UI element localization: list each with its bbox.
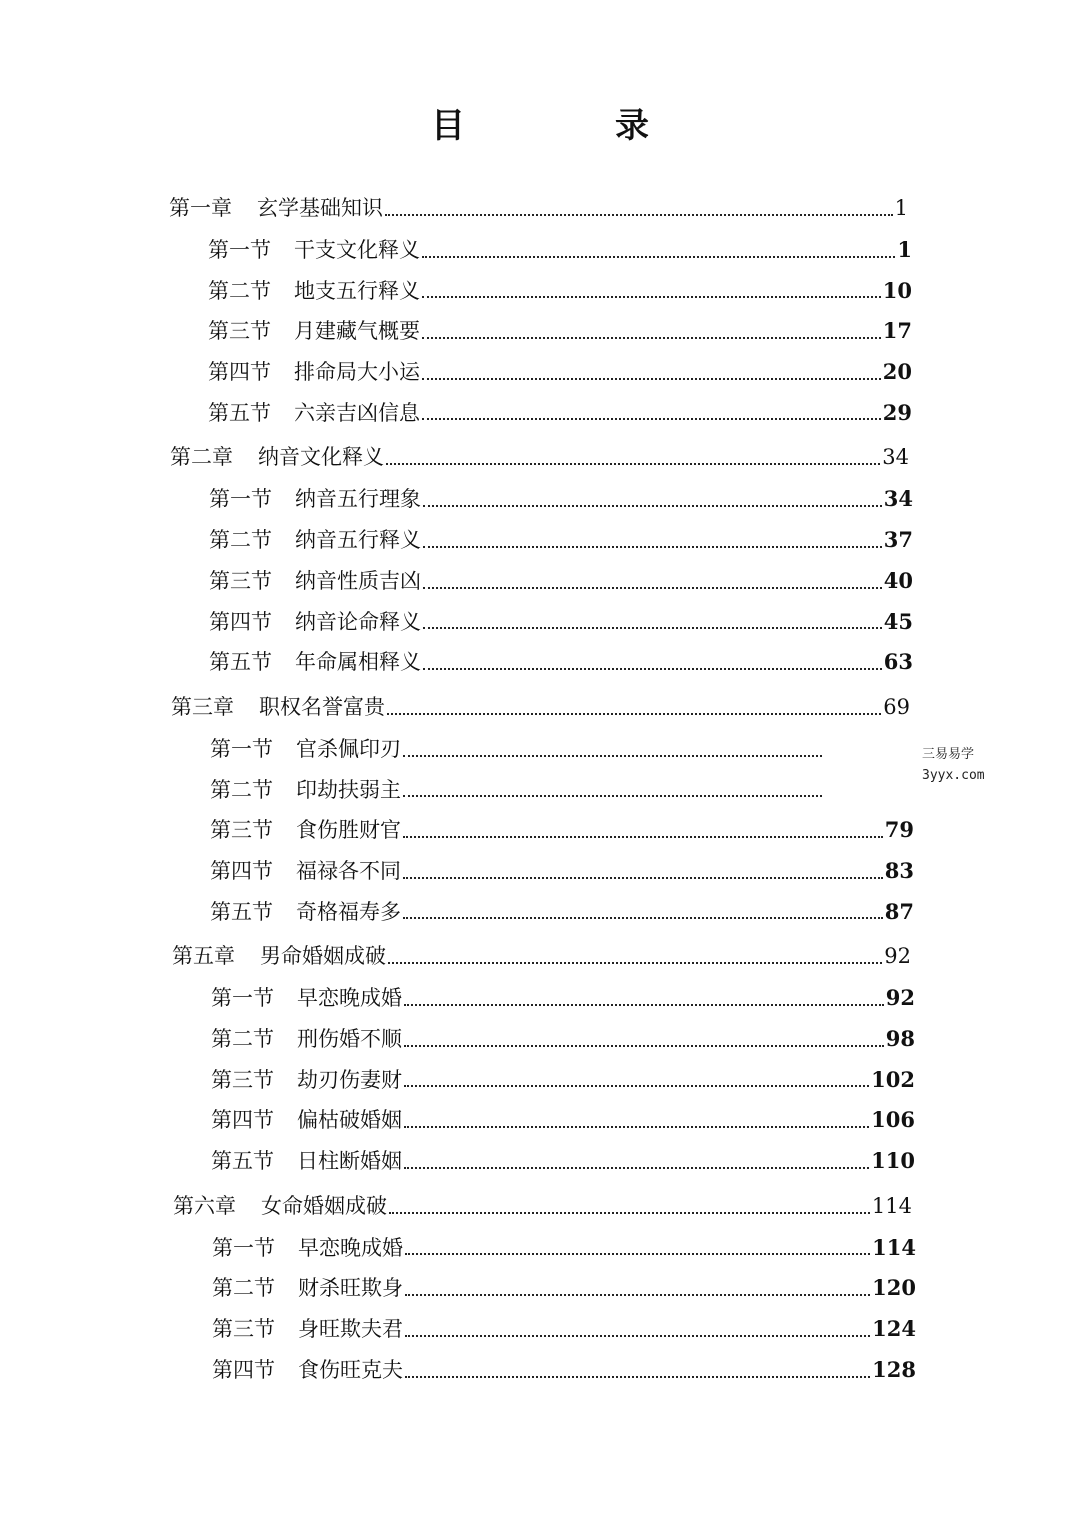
section-title: 地支五行释义 — [294, 278, 420, 303]
section-title: 刑伤婚不顺 — [297, 1027, 402, 1051]
section-label: 第四节 — [210, 858, 273, 883]
section-page-number: 114 — [872, 1234, 916, 1260]
section-label: 第一节 — [208, 238, 271, 262]
section-title: 月建藏气概要 — [294, 319, 420, 344]
chapter-page-number: 92 — [884, 944, 911, 969]
toc-section-row[interactable] — [0, 1060, 1080, 1101]
dot-leader — [404, 1141, 869, 1182]
chapter-label: 第三章 — [171, 694, 234, 719]
section-title: 身旺欺夫君 — [298, 1317, 403, 1342]
section-label: 第二节 — [212, 1276, 275, 1301]
section-page-number: 63 — [883, 649, 913, 675]
toc-section-row[interactable] — [0, 1019, 1080, 1060]
section-title: 印劫扶弱主 — [296, 777, 401, 802]
toc-section-row[interactable] — [0, 602, 1080, 643]
chapter-label: 第六章 — [173, 1193, 236, 1218]
dot-leader — [423, 642, 882, 683]
section-label: 第五节 — [209, 650, 272, 675]
section-page-number: 124 — [872, 1316, 916, 1342]
toc-chapter — [0, 186, 1080, 433]
section-title: 食伤旺克夫 — [298, 1357, 403, 1382]
toc-chapter — [0, 934, 1080, 1181]
toc-section-row[interactable] — [0, 978, 1080, 1019]
chapter-title: 女命婚姻成破 — [261, 1193, 387, 1218]
section-page-number: 34 — [883, 486, 913, 512]
table-of-contents — [0, 186, 1080, 1391]
page-title: 目 录 — [431, 106, 707, 146]
section-title: 干支文化释义 — [294, 238, 420, 262]
section-title: 食伤胜财官 — [296, 818, 401, 843]
dot-leader — [403, 810, 883, 851]
dot-leader — [405, 1350, 870, 1391]
section-label: 第三节 — [211, 1067, 274, 1092]
section-label: 第四节 — [208, 360, 271, 385]
section-title: 官杀佩印刃 — [296, 736, 401, 761]
toc-chapter-row[interactable] — [0, 685, 1080, 729]
chapter-title: 玄学基础知识 — [257, 196, 383, 220]
dot-leader — [405, 1268, 870, 1309]
toc-section-row[interactable] — [0, 851, 1080, 892]
section-label: 第四节 — [212, 1357, 275, 1382]
dot-leader — [405, 1309, 870, 1350]
chapter-page-number: 114 — [871, 1193, 912, 1218]
toc-section-row[interactable] — [0, 311, 1080, 352]
chapter-page-number: 1 — [894, 196, 908, 220]
section-page-number: 83 — [884, 857, 914, 883]
section-title: 福禄各不同 — [296, 858, 401, 883]
section-page-number: 92 — [885, 985, 915, 1011]
section-page-number: 110 — [871, 1148, 915, 1174]
section-title: 纳音五行理象 — [295, 487, 421, 512]
toc-section-row[interactable] — [0, 642, 1080, 683]
section-label: 第五节 — [211, 1149, 274, 1174]
section-label: 第二节 — [209, 528, 272, 553]
section-page-number: 20 — [882, 359, 912, 385]
section-page-number: 10 — [882, 277, 912, 303]
section-title: 日柱断婚姻 — [297, 1149, 402, 1174]
section-page-number: 120 — [872, 1275, 916, 1301]
dot-leader — [403, 851, 883, 892]
section-page-number: 106 — [871, 1107, 915, 1133]
dot-leader — [403, 770, 822, 811]
toc-chapter-row[interactable] — [0, 1184, 1080, 1228]
dot-leader — [389, 1184, 870, 1228]
section-label: 第五节 — [208, 400, 271, 425]
toc-section-row[interactable] — [0, 271, 1080, 312]
toc-section-row[interactable] — [0, 520, 1080, 561]
dot-leader — [404, 978, 884, 1019]
dot-leader — [385, 186, 893, 230]
section-page-number: 40 — [883, 567, 913, 593]
dot-leader — [404, 1100, 869, 1141]
dot-leader — [423, 479, 882, 520]
toc-chapter — [0, 435, 1080, 682]
toc-section-row[interactable] — [0, 1141, 1080, 1182]
section-page-number: 128 — [872, 1356, 916, 1382]
page-smudge — [826, 732, 918, 792]
section-label: 第四节 — [211, 1108, 274, 1133]
dot-leader — [387, 685, 881, 729]
section-title: 奇格福寿多 — [296, 899, 401, 924]
section-label: 第三节 — [209, 568, 272, 593]
dot-leader — [386, 435, 880, 479]
toc-section-row[interactable] — [0, 1228, 1080, 1269]
section-page-number: 45 — [883, 608, 913, 634]
section-page-number: 98 — [885, 1026, 915, 1051]
section-title: 年命属相释义 — [295, 650, 421, 675]
toc-section-row[interactable] — [0, 1100, 1080, 1141]
toc-section-row[interactable] — [0, 1309, 1080, 1350]
chapter-label: 第五章 — [172, 944, 235, 969]
section-page-number: 79 — [884, 817, 914, 843]
toc-chapter-row[interactable] — [0, 186, 1080, 230]
section-label: 第二节 — [210, 777, 273, 802]
toc-section-row[interactable] — [0, 1268, 1080, 1309]
section-label: 第三节 — [212, 1317, 275, 1342]
section-title: 早恋晚成婚 — [298, 1235, 403, 1260]
watermark-line-2: 3yyx.com — [922, 768, 985, 783]
chapter-title: 纳音文化释义 — [258, 445, 384, 470]
dot-leader — [388, 934, 882, 978]
section-page-number: 87 — [884, 898, 914, 924]
section-title: 纳音性质吉凶 — [295, 568, 421, 593]
section-label: 第一节 — [211, 986, 274, 1011]
chapter-title: 职权名誉富贵 — [259, 694, 385, 719]
toc-section-row[interactable] — [0, 561, 1080, 602]
toc-chapter — [0, 685, 1080, 932]
dot-leader — [405, 1228, 870, 1269]
section-label: 第三节 — [208, 319, 271, 344]
section-title: 早恋晚成婚 — [297, 986, 402, 1011]
section-label: 第二节 — [208, 278, 271, 303]
section-title: 六亲吉凶信息 — [294, 400, 420, 425]
toc-section-row[interactable] — [0, 479, 1080, 520]
toc-chapter-row[interactable] — [0, 435, 1080, 479]
section-title: 财杀旺欺身 — [298, 1276, 403, 1301]
toc-section-row[interactable] — [0, 393, 1080, 434]
dot-leader — [422, 230, 895, 271]
section-title: 纳音论命释义 — [295, 609, 421, 634]
dot-leader — [404, 1019, 884, 1060]
dot-leader — [422, 311, 881, 352]
chapter-page-number: 69 — [883, 694, 910, 719]
toc-section-row[interactable] — [0, 230, 1080, 271]
section-label: 第一节 — [210, 736, 273, 761]
section-label: 第四节 — [209, 609, 272, 634]
section-label: 第一节 — [209, 487, 272, 512]
toc-chapter-row[interactable] — [0, 934, 1080, 978]
section-label: 第三节 — [210, 818, 273, 843]
chapter-label: 第一章 — [169, 196, 232, 220]
section-page-number: 29 — [882, 399, 912, 425]
watermark-line-1: 三易易学 — [922, 747, 975, 762]
dot-leader — [423, 602, 882, 643]
section-title: 劫刃伤妻财 — [297, 1067, 402, 1092]
section-title: 纳音五行释义 — [295, 528, 421, 553]
section-title: 偏枯破婚姻 — [297, 1108, 402, 1133]
chapter-title: 男命婚姻成破 — [260, 944, 386, 969]
dot-leader — [422, 271, 881, 312]
chapter-label: 第二章 — [170, 445, 233, 470]
dot-leader — [423, 561, 882, 602]
watermark — [918, 744, 989, 786]
section-page-number: 17 — [882, 318, 912, 344]
dot-leader — [422, 352, 881, 393]
section-label: 第一节 — [212, 1235, 275, 1260]
toc-section-row[interactable] — [0, 810, 1080, 851]
toc-section-row[interactable] — [0, 1350, 1080, 1391]
section-title: 排命局大小运 — [294, 360, 420, 385]
toc-chapter — [0, 1184, 1080, 1391]
toc-section-row[interactable] — [0, 352, 1080, 393]
toc-section-row[interactable] — [0, 892, 1080, 933]
section-label: 第五节 — [210, 899, 273, 924]
dot-leader — [403, 729, 822, 770]
section-label: 第二节 — [211, 1027, 274, 1051]
dot-leader — [404, 1060, 869, 1101]
dot-leader — [422, 393, 881, 434]
chapter-page-number: 34 — [882, 445, 909, 470]
section-page-number: 102 — [871, 1066, 915, 1092]
section-page-number: 37 — [883, 527, 913, 553]
section-page-number: 1 — [897, 237, 912, 262]
dot-leader — [423, 520, 882, 561]
dot-leader — [403, 892, 883, 933]
